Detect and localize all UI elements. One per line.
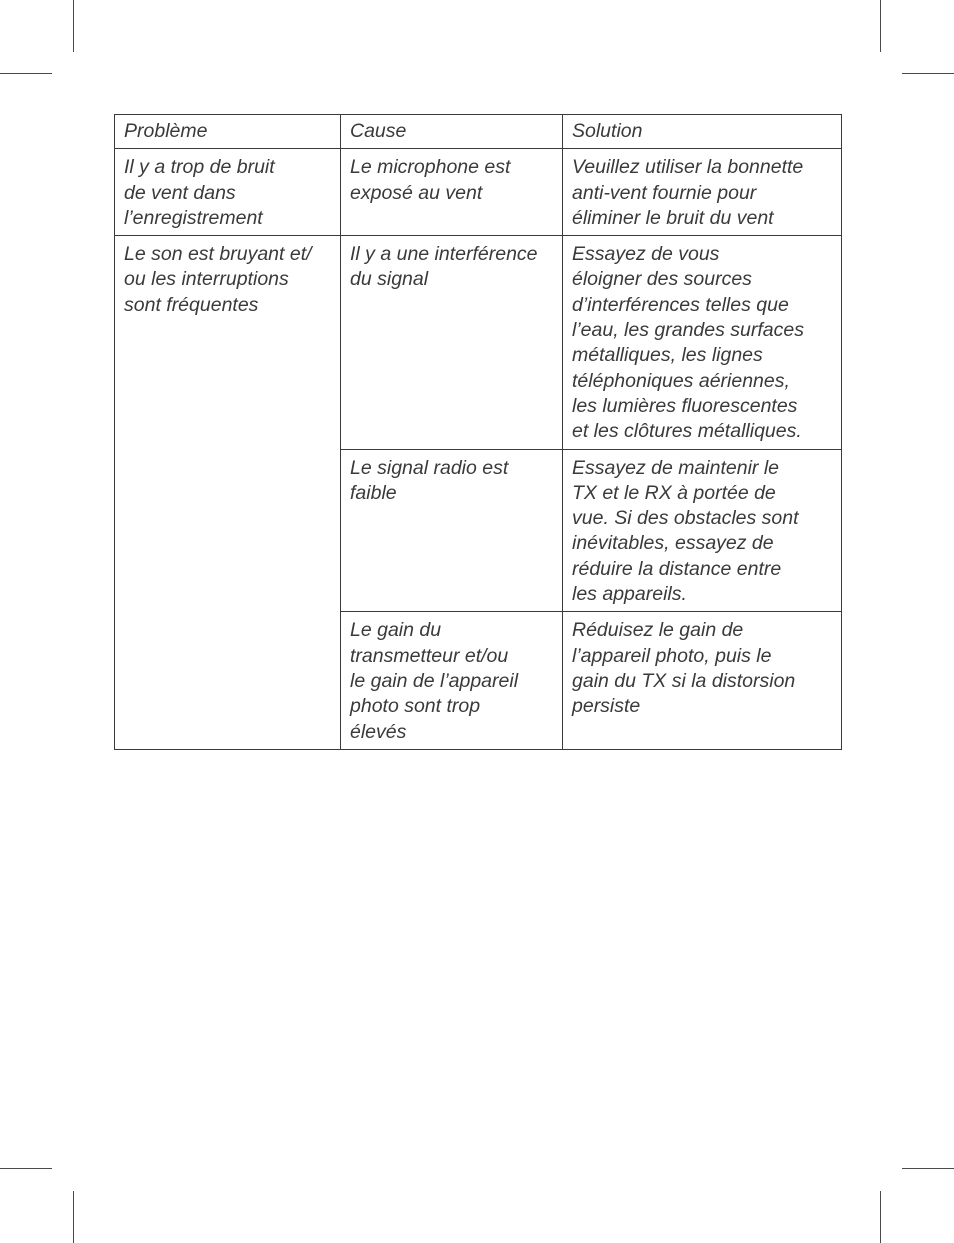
cause-text: Il y a une interférence du signal bbox=[350, 243, 538, 291]
cause-cell bbox=[341, 449, 563, 612]
crop-mark-bottom-left-vertical bbox=[73, 1191, 74, 1243]
crop-mark-top-left-horizontal bbox=[0, 73, 52, 74]
solution-cell bbox=[563, 149, 842, 236]
troubleshooting-table bbox=[114, 114, 842, 750]
problem-text: Il y a trop de bruit de vent dans l’enregistrement bbox=[124, 156, 275, 229]
solution-text: Essayez de vous éloigner des sources d’interférences telles que l’eau, les grandes surfaces métalliques, les lignes téléphoniques aériennes, les lumières fluorescentes et les clôtures métalliques. bbox=[572, 243, 804, 443]
solution-cell bbox=[563, 449, 842, 612]
cause-text: Le signal radio est faible bbox=[350, 456, 509, 504]
crop-mark-bottom-right-vertical bbox=[880, 1191, 881, 1243]
problem-text: Le son est bruyant et/ ou les interruptions sont fréquentes bbox=[124, 243, 312, 316]
cause-text: Le microphone est exposé au vent bbox=[350, 156, 511, 204]
table-header-row bbox=[115, 115, 842, 149]
crop-mark-bottom-right-horizontal bbox=[902, 1168, 954, 1169]
solution-text: Essayez de maintenir le TX et le RX à portée de vue. Si des obstacles sont inévitables, essayez de réduire la distance entre les appareils. bbox=[572, 456, 799, 606]
crop-mark-top-right-vertical bbox=[880, 0, 881, 52]
table-row bbox=[115, 149, 842, 236]
crop-mark-top-right-horizontal bbox=[902, 73, 954, 74]
solution-cell bbox=[563, 612, 842, 749]
problem-cell bbox=[115, 236, 341, 750]
cause-text: Le gain du transmetteur et/ou le gain de l’appareil photo sont trop élevés bbox=[350, 619, 519, 743]
header-problem: Problème bbox=[115, 115, 341, 149]
solution-cell bbox=[563, 236, 842, 449]
problem-cell bbox=[115, 149, 341, 236]
cause-cell bbox=[341, 236, 563, 449]
solution-text: Réduisez le gain de l’appareil photo, puis le gain du TX si la distorsion persiste bbox=[572, 619, 796, 718]
header-cause: Cause bbox=[341, 115, 563, 149]
solution-text: Veuillez utiliser la bonnette anti-vent fournie pour éliminer le bruit du vent bbox=[572, 156, 804, 229]
table-row bbox=[115, 236, 842, 449]
cause-cell bbox=[341, 149, 563, 236]
header-solution: Solution bbox=[563, 115, 842, 149]
crop-mark-top-left-vertical bbox=[73, 0, 74, 52]
cause-cell bbox=[341, 612, 563, 749]
crop-mark-bottom-left-horizontal bbox=[0, 1168, 52, 1169]
